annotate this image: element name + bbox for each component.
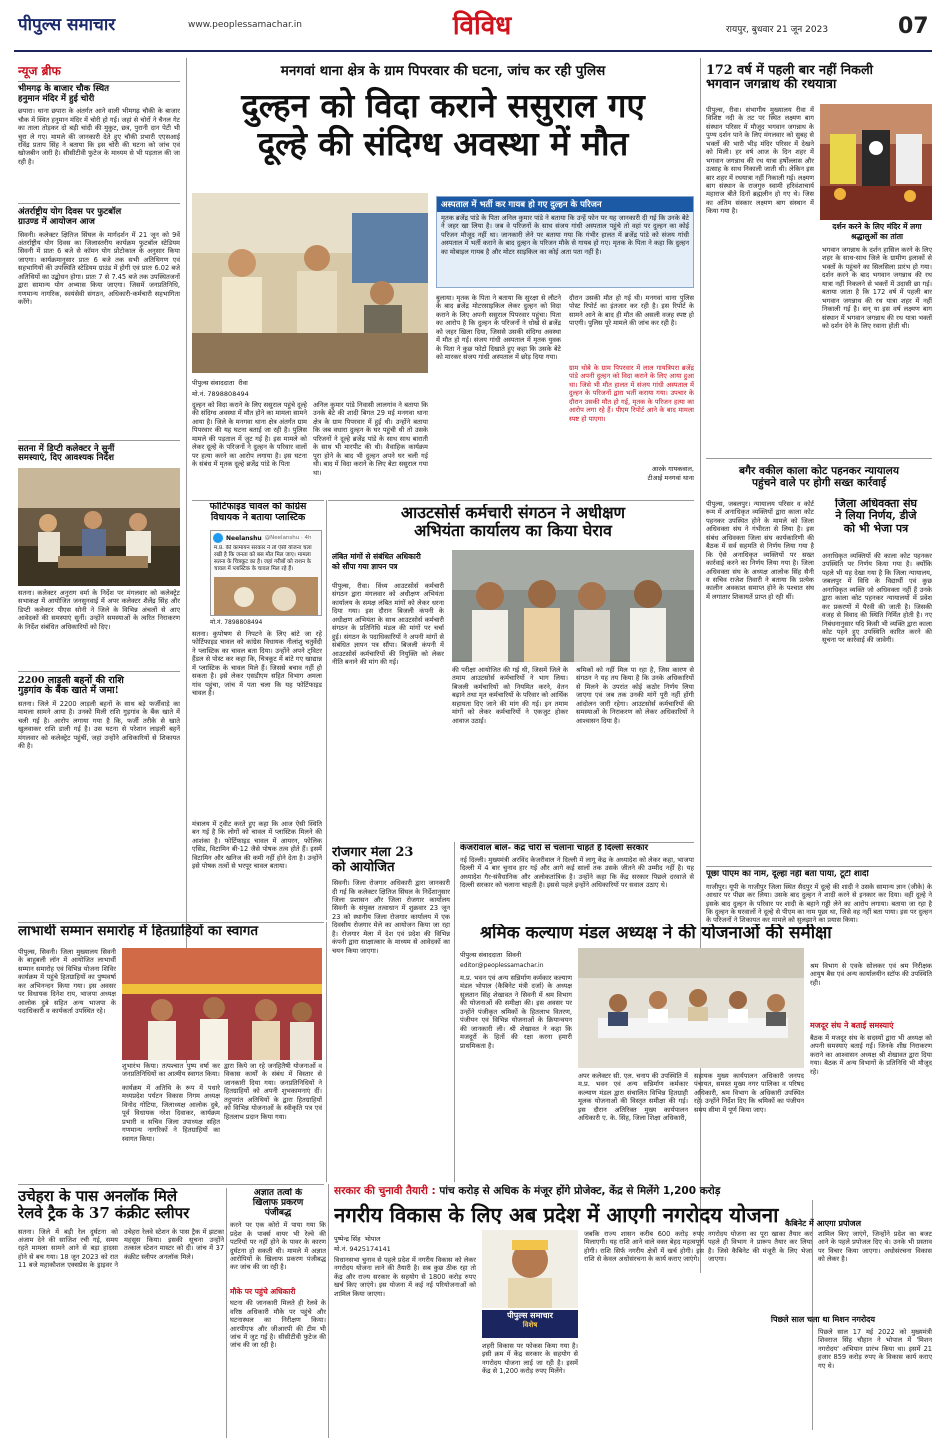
shramik-story bbox=[460, 924, 932, 1182]
temple-photo bbox=[820, 104, 932, 220]
agyat-subhead: मौके पर पहुंचे अधिकारी bbox=[230, 1287, 296, 1297]
brief-headline: 2200 लाड़ली बहनों की राशि bbox=[18, 674, 124, 686]
ceremony-photo bbox=[122, 948, 322, 1060]
tweet-author: Neelanshu bbox=[226, 534, 262, 542]
nagaroday-col-4: नगरोदय योजना का पूरा खाका तैयार कर पहले ही विभाग ने प्रारूप तैयार कर लिया है। जिसे कैबिनेट की मंजूरी के लिए भेजा जाएगा। bbox=[708, 1230, 812, 1264]
byline: पुष्पेन्द्र सिंह bbox=[334, 1235, 361, 1243]
outsource-col-3: श्रमिकों को नहीं मिल पा रहा है, जिस कारण से संगठन ने यह तय किया है कि उनके अधिकारियों से मिलने के उपरांत कोई कठोर निर्णय लिया जाएगा एवं जब तक उनकी मांगें पूरी नहीं होंगी आंदोलन जारी रहेगा। आउटसोर्स कर्मचारियों की समस्याओं के निराकरण को लेकर अधिकारियों ने आश्वासन दिया है। bbox=[576, 666, 694, 725]
shramik-col-3: सहायक मुख्य कार्यपालन अधिकारी जनपद पंचायत, समस्त मुख्य नगर पालिका व परिषद अधिकारी, श्रम विभाग के अधिकारी उपस्थित रहे। उन्होंने निर्देश दिए कि श्रमिकों का पंजीयन समय सीमा में पूर्ण किया जाए। bbox=[694, 1072, 804, 1114]
brief-headline: गुड़गांव के बैंक खाते में जमा! bbox=[18, 685, 119, 697]
photo-caption: सतना। कलेक्टर अनुराग वर्मा के निर्देश पर मंगलवार को कलेक्ट्रेट सभाकक्ष में आयोजित जनसुनवाई में अपर कलेक्टर शैलेंद्र सिंह और डिप्टी कलेक्टर पीएस सोनी ने जिले के विभिन्न अंचलों से आए आवेदकों की समस्याएं सुनीं। उन्होंने समस्याओं के त्वरित निराकरण के निर्देश संबंधित अधिकारियों को दिए। bbox=[18, 588, 180, 631]
brief-headline: हनुमान मंदिर में हुई चोरी bbox=[18, 93, 95, 104]
lead-info-box bbox=[436, 196, 694, 288]
nagaroday-side-2: पिछले साल 17 मई 2022 को मुख्यमंत्री शिवराज सिंह चौहान ने भोपाल में 'मिशन नगरोदय' अभियान प्रारंभ किया था। इसमें 21 हजार 859 करोड़ रुपए के विकास कार्य कराए गए थे। bbox=[818, 1328, 932, 1370]
shramik-subhead: मजदूर संघ ने बताई समस्याएं bbox=[810, 1021, 894, 1030]
brief-item-satna-hearing bbox=[18, 445, 180, 667]
fortified-rice-story bbox=[192, 502, 324, 920]
shramik-headline: श्रमिक कल्याण मंडल अध्यक्ष ने की योजनाओं की समीक्षा bbox=[480, 924, 832, 943]
nagaroday-side-1: शामिल किए जाएंगे, जिन्होंने प्रदेश का बजट आने के पहले प्रपोजल दिए थे। उनके भी प्रस्ताव पर विचार किया जाएगा। अधोसंरचना विकास को लेकर है। bbox=[818, 1230, 932, 1264]
brief-headline: सतना में डिप्टी कलेक्टर ने सुनीं bbox=[18, 443, 115, 454]
advocate-highlight-box: जिला अधिवक्ता संघ ने लिया निर्णय, डीजे को भी भेजा पत्र bbox=[834, 498, 918, 535]
lead-photo-credit: पीपुल्स संवाददाता bbox=[192, 378, 235, 387]
uchehra-story bbox=[18, 1188, 224, 1438]
fortified-col-1: सतना। कुपोषण से निपटने के लिए बांटे जा रहे फोर्टिफाइड चावल को कांग्रेस विधायक नीलांशु चतुर्वेदी ने प्लास्टिक का चावल बता दिया। उन्होंने अपने ट्विटर हैंडल से पोस्ट कर कहा कि, चित्रकूट में बांटे गए खाद्यान्न में प्लास्टिक के चावल मिले हैं। जिससे बचाव नहीं हो सकता है। इसे लेकर एसडीएम सहित विभाग अमला गांव पहुंचा, जांच में पता चला कि यह फोर्टिफाइड चावल है। bbox=[192, 630, 322, 698]
advocate-headline-2: पहुंचने वाले पर होगी सख्त कार्रवाई bbox=[751, 476, 887, 489]
outsource-headline: आउटसोर्स कर्मचारी संगठन ने अधीक्षण bbox=[400, 504, 626, 522]
fortified-headline: फोर्टिफाइड चावल को कांग्रेस bbox=[209, 502, 307, 512]
tweet-handle: @Neelanshu · 4h bbox=[264, 535, 312, 541]
kejriwal-headline: केजरीवाल बोले- केंद्र चोरी से चलाना चाहते हैं दिल्ली सरकार bbox=[460, 844, 648, 853]
cabinet-subhead: कैबिनेट में आएगा प्रपोजल bbox=[784, 1219, 862, 1228]
nagaroday-kicker: सरकार की चुनावी तैयारी : पांच करोड़ से अधिक के मंजूर होंगे प्रोजेक्ट, केंद्र से मिलेंगे 1,200 करोड़ bbox=[334, 1185, 721, 1197]
lead-mobile: मो.नं. 7898808494 bbox=[192, 390, 249, 398]
tweet-card[interactable] bbox=[210, 530, 322, 616]
kejriwal-body: नई दिल्ली। मुख्यमंत्री अरविंद केजरीवाल ने दिल्ली में लागू केंद्र के अध्यादेश को लेकर कहा, भाजपा दिल्ली में 4 बार चुनाव हार गई और आगे कई सालों तक उसके जीतने की उम्मीद नहीं है। यह अध्यादेश गैर-संवैधानिक और अलोकतांत्रिक है। उन्होंने कहा कि केंद्र सरकार पिछले दरवाजे से दिल्ली सरकार को चलाना चाहती है। इससे पहले इन्होंने अधिकारियों पर सवाल उठाए थे। bbox=[460, 855, 694, 889]
advocate-col-2: अनाधिकृत व्यक्तियों की काला कोट पहनकर उपस्थिति पर निर्णय किया गया है। क्योंकि पहले भी यह देखा गया है कि जिला न्यायालय, जबलपुर में विधि के विद्यार्थी एवं कुछ अनाधिकृत व्यक्ति जो अधिवक्ता नहीं हैं उनके द्वारा काला कोट पहनकर न्यायालयों में प्रवेश कर प्रकरणों में पैरवी की जाती है। जिसकी वजह से विवाद की स्थिति निर्मित होती है। नए निबंधनानुसार यदि किसी भी व्यक्ति द्वारा काला कोट पहने हुए उपस्थिति कारित करने की सूचना पर कार्रवाई की जावेगी। bbox=[822, 552, 932, 645]
nagaroday-col-2: शहरी विकास पर फोकस किया गया है। इसी क्रम में केंद्र सरकार के सहयोग से नगरोदय योजना लाई जा रही है। इसमें केंद्र से 1,200 करोड़ रुपए मिलेंगे। bbox=[482, 1342, 578, 1376]
uchehra-body: सतना। जिले में बड़ी रेल दुर्घटना को अंजाम देने की साजिश रची गई, समय रहते मामला सामने आने से बड़ा हादसा होने से बच गया। 18 जून 2023 को रात 11 बजे महाकौशल एक्सप्रेस के ड्राइवर ने उचेहरा रेलवे स्टेशन के पास ट्रैक में झटका महसूस किया। इसकी सूचना उन्होंने तत्काल स्टेशन मास्टर को दी। जांच में 37 कंक्रीट स्लीपर अनलॉक मिले। bbox=[18, 1227, 224, 1270]
agyat-story bbox=[230, 1188, 326, 1438]
outsource-photo bbox=[452, 550, 694, 662]
meeting-photo bbox=[578, 948, 804, 1068]
rojgar-headline-2: को आयोजित bbox=[332, 859, 395, 875]
labharthi-story bbox=[18, 924, 324, 1182]
brief-item-yoga-day bbox=[18, 208, 180, 435]
labharthi-col-2: कार्यक्रम में अतिथि के रूप में पधारे मध्यप्रदेश पर्यटन विकास निगम अध्यक्ष विनोद गोटिया, जिलाध्यक्ष आलोक दुबे, पूर्व विधायक नरेश दिवाकर, कार्यक्रम प्रभारी व सचिव जिला उपाध्यक्ष सहित गणमान्य नागरिकों ने हितग्राहियों का स्वागत किया। bbox=[122, 1084, 220, 1143]
rathyatra-col-2: भगवान जगन्नाथ के दर्शन हासिल करने के लिए शहर के साथ-साथ जिले के ग्रामीण इलाकों से भक्तों के पहुंचने का सिलसिला प्रारंभ हो गया। दर्शन करने के बाद भगवान जगन्नाथ की रथ यात्रा नहीं निकलने से भक्तों में उदासी छा गई। बताया जाता है कि 172 वर्ष में पहली बार भगवान जगन्नाथ की रथ यात्रा शहर में नहीं निकाली गई है। सन्‌ या इस वर्ष लक्ष्मण बाग संस्थान में भगवान जगन्नाथ की रथ यात्रा भक्तों को दर्शन देने के लिए रवाना होती थी। bbox=[822, 246, 932, 330]
brief-body: सतना। जिले में 2200 लाड़ली बहनों के साथ बड़े फर्जीवाड़े का मामला सामने आया है। उनको मिली राशि गुड़गांव के बैंक खाते में चली गई है। आरोप लगाया गया है कि, फर्जी तरीके से खाते खुलवाकर राशि डाली गई है। उस घटना से परेशान लाड़ली बहनें मंगलवार को कलेक्ट्रेट पहुंचीं, जहां उन्होंने अधिकारियों से शिकायत की है। bbox=[18, 700, 180, 751]
agyat-headline-2: खिलाफ प्रकरण bbox=[252, 1198, 304, 1209]
agyat-body: करने पर एक कोरो में पाया गया कि प्रदेश के पार्क्स वायर भी रेल्वे की पटरियों पर नहीं होने के पावर के कारण दुर्घटना हो सकती थी। मामले में अज्ञात आरोपियों के खिलाफ प्रकरण पंजीबद्ध कर जांच की जा रही है। bbox=[230, 1221, 326, 1272]
agyat-body-2: घटना की जानकारी मिलते ही रेलवे के वरिष्ठ अधिकारी मौके पर पहुंचे और घटनास्थल का निरीक्षण किया। आरपीएफ और जीआरपी की टीम भी जांच में जुट गई है। सीसीटीवी फुटेज की जांच की जा रही है। bbox=[230, 1299, 326, 1350]
uchehra-headline-2: रेलवे ट्रैक के 37 कंक्रीट स्लीपर bbox=[18, 1203, 190, 1222]
news-brief-label: न्यूज ब्रीफ bbox=[18, 64, 61, 78]
brief-headline: ग्राउण्ड में आयोजन आज bbox=[18, 216, 95, 227]
ghazipur-body: गाजीपुर। यूपी के गाजीपुर जिला स्थित सैदपुर में दूल्हे की शादी ने उसके सामान्य ज्ञान (जीके) के आधार पर पीछा कर लिया। उसके बाद दुल्हन ने शादी करने से इनकार कर दिया। वहीं दूल्हे ने इसके बाद दुल्हन के परिवार पर शादी के बहाने गड्डी लेने का आरोप लगाया। बताया जा रहा है कि दुल्हन के घरवालों ने दूल्हे से पीएम का नाम पूछा था, जिसे वह नहीं बता पाया। इस पर दुल्हन के परिजनों ने शिकायत कर मामले को सुलझाने का प्रयास किया। bbox=[706, 882, 932, 925]
rathyatra-col-1: पीपुल्स, रीवा। संभागीय मुख्यालय रीवा में विशिष्ट नदी के तट पर स्थित लक्ष्मण बाग संस्थान परिसर में मौजूद भगवान जगन्नाथ के पुण्य दर्शन पाने के लिए मंगलवार को सुबह से भक्तों की भारी भीड़ मंदिर परिसर में देखने को मिली। हर वर्ष आज के दिन शहर में भगवान जगन्नाथ की रथ यात्रा हर्षोल्लास और उत्साह के साथ निकाली जाती थी। लेकिन इस बार शहर में रथयात्रा नहीं निकाली गई। लक्ष्मण बाग संस्थान के राजगुरु स्वामी हरिवंशाचार्य महाराज बीते दिनों ब्रह्मलीन हो गए थे। जिस का अंतिम संस्कार लक्ष्मण बाग संस्थान में किया गया है। bbox=[706, 106, 814, 216]
tweet-photo bbox=[214, 577, 318, 616]
rojgar-body: सिवनी। जिला रोजगार अधिकारी द्वारा जानकारी दी गई कि कलेक्टर क्षितिज सिंघल के निर्देशानुसार जिला प्रशासन और जिला रोजगार कार्यालय सिवनी के संयुक्त तत्वाधान में शुक्रवार 23 जून 23 को स्थानीय जिला रोजगार कार्यालय में एक दिवसीय रोजगार मेले का आयोजन किया जा रहा है। रोजगार मेला में देश एवं प्रदेश की विभिन्न कंपनी द्वारा साक्षात्कार के माध्यम से आवेदकों का चयन किया जाएगा। bbox=[332, 879, 450, 955]
fortified-headline-2: विधायक ने बताया प्लास्टिक bbox=[210, 511, 306, 523]
shramik-col-4: श्रम विभाग से एवके सोलकर एवं श्रम निरीक्षक आयुष बैस एवं अन्य कार्यालयीन स्टॉफ की उपस्थिति रही। bbox=[810, 962, 932, 987]
fortified-col-2: मंत्रालय में ट्वीट करते हुए कहा कि आज ऐसी स्थिति बन गई है कि लोगों को चावल में प्लास्टिक मिलने की आशंका है। फोर्टिफाइड चावल में आयरन, फोलिक एसिड, विटामिन बी-12 जैसे पोषक तत्व होते हैं। इसमें विटामिन और खनिज की कमी नहीं होने देता है। उन्होंने इसे पोषक तत्वों से भरपूर चावल बताया। bbox=[192, 820, 322, 871]
agyat-headline: अज्ञात तत्वों के bbox=[253, 1188, 303, 1198]
tweet-text: म.प्र. की कामायन सरकार ने तो ऐसी योजना चला रखी है कि जनता को बस मौत मिल जाए। मामला सतना के चित्रकूट का है। जहां गरीबों को राशन के चावल में प्लास्टिक के चावल मिल रहे हैं। bbox=[214, 545, 312, 572]
labharthi-col-1: पीपुल्स, सिवनी। जिला मुख्यालय सिवनी के बाहुबली लॉन में आयोजित लाभार्थी सम्मान समारोह एवं विभिन्न योजना शिविर कार्यक्रम में पहुंचे हितग्राहियों का पुष्पवर्षा कर अभिनन्दन किया गया। इस अवसर पर विधायक दिनेश राय, भाजपा अध्यक्ष आलोक दुबे सहित अन्य भाजपा के पदाधिकारी व कार्यकर्ता उपस्थित रहे। bbox=[18, 948, 116, 1016]
shramik-col-5: बैठक में मजदूर संघ के सदस्यों द्वारा भी अध्यक्ष को अपनी समस्याएं बताई गईं। जिनके शीघ्र निराकरण कराने का आश्वासन अध्यक्ष श्री शेखावत द्वारा दिया गया। बैठक में अन्य विभागों के प्रतिनिधि भी मौजूद रहे। bbox=[810, 1034, 932, 1076]
agyat-headline-3: पंजीबद्ध bbox=[264, 1208, 292, 1219]
advocate-story bbox=[706, 462, 932, 862]
nagaroday-col-3: जबकि राज्य शासन करीब 600 करोड़ रुपए मिलाएगी। यह राशि आने वाले वक्त बेहद महत्वपूर्ण होगी। राशि सिर्फ नगरीय क्षेत्रों में खर्च होगी। इस राशि से केवल अधोसंरचना के कार्य कराए जाएंगे। bbox=[584, 1230, 704, 1264]
shramik-col-1: म.प्र. भवन एवं अन्य सन्निर्माण कर्मकार कल्याण मंडल भोपाल (कैबिनेट मंत्री दर्जा) के अध्यक्ष सुलतान सिंह शेखावत ने सिवनी में श्रम विभाग की योजनाओं की समीक्षा की। इस अवसर पर उन्होंने पंजीकृत श्रमिकों के हितलाभ वितरण, पंजीयन एवं विभिन्न योजनाओं के क्रियान्वयन की जानकारी ली। श्री शेखावत ने कहा कि मजदूरों के हितों की रक्षा करना हमारी प्राथमिकता है। bbox=[460, 974, 572, 1050]
outsource-col-1: पीपुल्स, रीवा। विंध्य आउटसोर्स कर्मचारी संगठन द्वारा मंगलवार को अधीक्षण अभियंता कार्यालय के समक्ष लंबित मांगों को लेकर धरना दिया गया। इस दौरान बिजली कंपनी के अधीक्षण अभियंता के साथ आउटसोर्स कर्मचारी संगठन के प्रतिनिधि मंडल की मांगों पर चर्चा हुई। संगठन के पदाधिकारियों ने अपनी मांगों से संबंधित ज्ञापन पत्र सौंपा। बिजली कंपनी में आउटसोर्स कर्मचारियों की नियुक्ति को लेकर नीति बनाने की मांग की गई। bbox=[332, 582, 444, 666]
page-number: 07 bbox=[898, 14, 929, 39]
lead-story bbox=[192, 58, 694, 498]
ceremony-photo-caption: शुभारंभ किया। तत्पश्चात पुष्प वर्षा कर जनप्रतिनिधियों का आत्मीय स्वागत किया। bbox=[122, 1062, 220, 1079]
shramik-place: सिवनी bbox=[506, 951, 522, 959]
lead-col-2: अनिल कुमार पांडे निवासी लालगांव ने बताया कि उनके बेटे की शादी बिगत 29 मई मनगवा थाना क्षेत्र के ग्राम पिपरवार में हुई थी। उन्होंने बताया कि जब वधारा दुल्हन के घर पहुंची थी तो उसके परिजनों ने दूल्हे ब्रजेंद्र पांडे के साथ साथ बाराती के साथ भी मारपीट की थी। वैवाहिक कार्यक्रम पूरा होने के बाद भी दुल्हन अपने घर चली गई थी। बाद में विदा कराने के लिए बेटा ससुराल गया था। bbox=[313, 401, 428, 477]
nagaroday-headline: नगरीय विकास के लिए अब प्रदेश में आएगी नगरोदय योजना bbox=[334, 1203, 779, 1227]
special-badge: पीपुल्स समाचार विशेष bbox=[482, 1310, 578, 1338]
officer-quote: ग्राम थोबे के ग्राम पिपरवार में लाल गायत्रिपरा ब्रजेंद्र पांडे अपनी दुल्हन को विदा कराने के लिए आया हुआ था। जिसे भी मौत हालत में संजय गांधी अस्पताल में दुल्हन के परिजनों द्वारा भर्ती कराया गया। उपचार के दौरान उसकी मौत हो गई, मृतक के परिजन हत्या का आरोप लगा रहे हैं। पीएम रिपोर्ट आने के बाद मामला स्पष्ट हो पाएगा। bbox=[569, 364, 694, 423]
nagaroday-col-1: विधानसभा चुनाव से पहले प्रदेश में नगरीय विकास को लेकर नगरोदय योजना लाने की तैयारी है। सब कुछ ठीक रहा तो केंद्र और राज्य सरकार के सहयोग से 1800 करोड़ रुपए खर्च किए जाएंगे। इस योजना में कई नई परियोजनाओं को शामिल किया जाएगा। bbox=[334, 1256, 476, 1298]
byline-mobile: मो.नं. 9425174141 bbox=[334, 1245, 391, 1253]
byline-place: भोपाल bbox=[364, 1235, 381, 1243]
nagaroday-story bbox=[334, 1184, 932, 1440]
rathyatra-story bbox=[706, 58, 932, 458]
lead-col-1: दुल्हन को विदा कराने के लिए ससुराल पहुंचे दूल्हे की संदिग्ध अवस्था में मौत होने का मामला सामने आया है। जिले के मनगवा थाना क्षेत्र अंतर्गत ग्राम पिपरवार की यह घटना बताई जा रही है। पुलिस मामले की पड़ताल में जुट गई है। इस मामले को लेकर दूल्हे के परिजनों ने दुल्हन के परिवार वालों पर हत्या करने का आरोप लगाया है। इस घटना के संबंध में मृतक दूल्हे ब्रजेंद्र पांडे के पिता bbox=[192, 401, 307, 469]
brief-headline: भीमगढ़ के बाजार चौक स्थित bbox=[18, 84, 109, 94]
lead-col-4: दौरान उसकी मौत हो गई थी। मनगवां थाना पुलिस पोस्ट रिपोर्ट का इंतजार कर रही है। इस रिपोर्ट के सामने आने के बाद ही मौत की असली वजह स्पष्ट हो पाएगी। पुलिस पूरे मामले की जांच कर रही है। bbox=[569, 294, 694, 328]
shramik-email[interactable]: editor@peoplessamachar.in bbox=[460, 962, 544, 969]
site-url[interactable]: www.peoplessamachar.in bbox=[188, 20, 302, 30]
section-title: विविध bbox=[433, 6, 531, 46]
advocate-col-1: पीपुल्स, जबलपुर। न्यायालय परिसर व कोर्ट रूम में अनाधिकृत व्यक्तियों द्वारा काला कोट पहनकर उपस्थित होने के मामले को जिला अधिवक्ता संघ ने गंभीरता से लिया है। इस संबंध अधिवक्ता जिला संघ कार्यकारिणी की बैठक में सर्व सहमति से निर्णय लिया गया है कि ऐसे अनाधिकृत व्यक्तियों पर सख्त कार्रवाई करने का निर्णय लिया गया है। जिला अधिवक्ता संघ के अध्यक्ष आलोक सिंह सैनी व सचिव राजेश तिवारी ने बताया कि प्रत्येक कालीन अवकाश समाप्त होने के पश्चात संघ में लगातार शिकायतें प्राप्त हो रही थीं। bbox=[706, 500, 814, 601]
brief-item-temple-theft bbox=[18, 85, 180, 199]
advocate-headline: बगैर वकील काला कोट पहनकर न्यायालय bbox=[739, 465, 899, 477]
mission-subhead: पिछले साल चला था मिशन नगरोदय bbox=[770, 1315, 876, 1324]
fortified-mobile: मो.नं. 7898808494 bbox=[210, 619, 263, 626]
dateline: रायपुर, बुधवार 21 जून 2023 bbox=[726, 25, 829, 35]
kejriwal-story bbox=[460, 844, 694, 920]
paper-logo: पीपुल्स समाचार bbox=[18, 15, 116, 35]
ghazipur-headline: पूछा पीएम का नाम, दूल्हा नहीं बता पाया, टूटी शादी bbox=[706, 870, 869, 879]
uchehra-headline: उचेहरा के पास अनलॉक मिले bbox=[18, 1188, 178, 1205]
lead-col-3: बुलाया। मृतक के पिता ने बताया कि सुरक्षा से लौटने के बाद ब्रजेंद्र मोटरसाइकिल लेकर दुल्हन को विदा कराने के लिए अपनी ससुराल पिपरवार पहुंचा। पिता का आरोप है कि दुल्हन के परिजनों ने धोखे से ब्रजेंद्र को जहर खिला दिया, जिससे उसकी संदिग्ध अवस्था में मौत हो गई। संजय गांधी अस्पताल में मृतक युवक के पिता ने कुछ फोटो दिखाते हुए कहा कि उसके बेटे को मारकर संजय गांधी अस्पताल में छोड़ दिया गया। bbox=[436, 294, 561, 362]
masthead bbox=[0, 0, 945, 58]
info-box-body: मृतक ब्रजेंद्र पांडे के पिता अनिल कुमार पांडे ने बताया कि उन्हें फोन पर यह जानकारी दी गई कि उनके बेटे ने जहर खा लिया है। जब वे परिजनों के साथ संजय गांधी अस्पताल पहुंचे तो वहां पर दुल्हन का कोई परिजन मौजूद नहीं था। जानकारी लेने पर बताया गया कि गंभीर हालत में ब्रजेंद्र पांडे को संजय गांधी अस्पताल में भर्ती कराने के बाद दुल्हन के परिजन मौके से गायब हो गए। मृतक के पिता ने कहा कि दुल्हन का मोबाइल गायब है और मोटर साइकिल का कोई अता पता नहीं है। bbox=[441, 214, 689, 256]
cm-photo bbox=[482, 1230, 578, 1308]
shramik-credit: पीपुल्स संवाददाता bbox=[460, 951, 503, 959]
public-hearing-photo bbox=[18, 468, 180, 586]
lead-headline: दुल्हन को विदा कराने ससुराल गए दूल्हे की संदिग्ध अवस्था में मौत bbox=[241, 86, 645, 164]
lead-photo bbox=[192, 193, 428, 373]
outsource-subhead: लंबित मांगों से संबंधित अधिकारी को सौंपा गया ज्ञापन पत्र bbox=[332, 552, 421, 571]
labharthi-headline: लाभार्थी सम्मान समारोह में हितग्राहियों का स्वागत bbox=[18, 924, 259, 939]
brief-headline: समस्याएं, दिए आवश्यक निर्देश bbox=[18, 453, 114, 464]
brief-body: सिवनी। कलेक्टर क्षितिज सिंघल के मार्गदर्शन में 21 जून को 9वें अंतर्राष्ट्रीय योग दिवस का जिलास्तरीय कार्यक्रम फुटबॉल स्टेडियम सिवनी में प्रातः 6 बजे से कॉमन योग प्रोटोकाल के अनुसार किया जाएगा। कार्यक्रमानुसार प्रातः 6 बजे तक सभी अतिथिगण एवं सहभागियों की उपस्थिति स्टेडियम ग्राउंड में होगी एवं प्रातः 6.02 बजे अतिथियों का उद्बोधन होगा। प्रातः 7 से 7.45 बजे तक उपस्थितजनों द्वारा सामान्य योग अभ्यास किया जाएगा। जिसमें जनप्रतिनिधि, गणमान्य नागरिक, स्वयंसेवी संगठन, अधिकारी-कर्मचारी सहभागिता करेंगे। bbox=[18, 230, 180, 306]
rojgar-mela-story bbox=[332, 846, 450, 1180]
labharthi-col-3: द्वारा किये जा रहे जनहितैषी योजनाओं व विकास कार्यों के संबंध में विस्तार से जानकारी दिया गया। जनप्रतिनिधियों ने हितग्राहियों को अपनी शुभकामनाएं दीं। तदुपरांत अतिथियों के द्वारा हितग्राहियों को विभिन्न योजनाओं के स्वीकृति पत्र एवं हितलाभ प्रदान किया गया। bbox=[224, 1062, 322, 1121]
shramik-col-2: अपर कलेक्टर सी. एल. चनाप की उपस्थिति में म.प्र. भवन एवं अन्य सन्निर्माण कर्मकार कल्याण मंडल द्वारा संचालित विभिन्न हितग्राही मूलक योजनाओं की विस्तृत समीक्षा की गई। इस दौरान अतिरिक्त मुख्य कार्यपालन अधिकारी ए. के. सिंह, जिला शिक्षा अधिकारी, bbox=[578, 1072, 688, 1123]
outsource-story bbox=[332, 504, 694, 840]
lead-photo-place: रीवा bbox=[238, 378, 248, 387]
rathyatra-headline-2: भगवान जगन्नाथ की रथयात्रा bbox=[706, 77, 837, 93]
outsource-col-2: की परीक्षा आयोजित की गई थी, जिसमें जिले के तमाम आउटसोर्स कर्मचारियों ने भाग लिया। बिजली कर्मचारियों को नियमित करने, वेतन बढ़ाने तथा मृत कर्मचारियों के परिवार को आर्थिक सहायता दिए जाने की मांग की गई। इन तमाम मांगों को लेकर कर्मचारियों ने एकजुट होकर आवाज उठाई। bbox=[452, 666, 568, 725]
temple-photo-caption: दर्शन करने के लिए मंदिर में लगा श्रद्धालुओं का तांता bbox=[832, 222, 922, 241]
fortified-col-3 bbox=[260, 633, 324, 634]
lead-kicker: मनगवां थाना क्षेत्र के ग्राम पिपरवार की घटना, जांच कर रही पुलिस bbox=[280, 63, 606, 79]
rojgar-headline: रोजगार मेला 23 bbox=[332, 846, 414, 860]
avatar bbox=[213, 533, 223, 543]
officer-signature: आरके गायकवाल, टीआई मनगवां थाना bbox=[647, 465, 694, 482]
brief-headline: अंतर्राष्ट्रीय योग दिवस पर फुटबॉल bbox=[18, 207, 122, 218]
brief-body: छपारा। थाना छपारा के अंतर्गत आने वाली भीमगढ़ चौकी के बाजार चौक में स्थित हनुमान मंदिर में चोरी हो गई। जहां से चोरों ने चैनल गेट का ताला तोड़कर दो बड़ी चांदी की मुकुट, छत्र, पुरानी दान पेटी भी चुरा ले गए। मामले की जानकारी देते हुए चौकी प्रभारी एएसआई रविंद्र प्रताप सिंह ने बताया कि इस चोरी की घटना को जांच एवं खोजबीन जारी है। सीसीटीवी फुटेज के माध्यम से भी पड़ताल की जा रही है। bbox=[18, 107, 180, 166]
news-brief-column bbox=[18, 58, 180, 1063]
outsource-headline-2: अभियंता कार्यालय का किया घेराव bbox=[414, 520, 612, 540]
info-box-heading: अस्पताल में भर्ती कर गायब हो गए दुल्हन के परिजन bbox=[437, 197, 693, 212]
brief-item-ladli-behna bbox=[18, 676, 180, 800]
rathyatra-headline: 172 वर्ष में पहली बार नहीं निकली bbox=[706, 63, 873, 78]
